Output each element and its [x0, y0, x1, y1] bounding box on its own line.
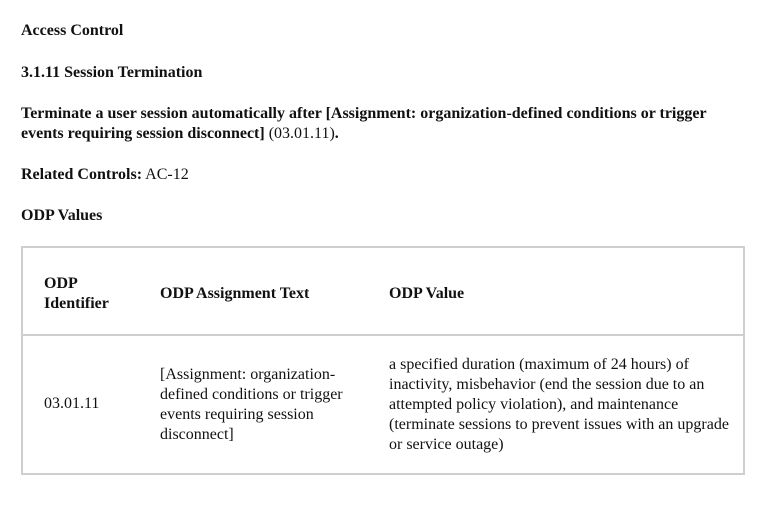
header-odp-assignment-text: ODP Assignment Text [160, 285, 310, 302]
control-statement [21, 104, 745, 144]
table-row [23, 336, 743, 473]
cell-odp-assignment-text: [Assignment: organization-defined conditions or trigger events requiring session disconnect] [160, 366, 343, 443]
section-title: 3.1.11 Session Termination [21, 64, 203, 81]
header-odp-value: ODP Value [389, 285, 465, 302]
cell-odp-identifier: 03.01.11 [44, 395, 100, 412]
statement-reference: (03.01.11) [264, 125, 335, 142]
odp-values-heading: ODP Values [21, 207, 103, 224]
related-controls [21, 165, 189, 185]
statement-end: . [334, 125, 339, 142]
table-header-row [23, 248, 743, 336]
statement-text: Terminate a user session automatically after [Assignment: organization-defined conditions or trigger events requiring session disconnect] [21, 105, 707, 142]
cell-odp-value: a specified duration (maximum of 24 hours) of inactivity, misbehavior (end the session due to an attempted policy violation), and maintenance (terminate sessions to prevent issues with an upgrade or service outage) [389, 356, 729, 453]
family-title: Access Control [21, 22, 124, 39]
odp-table [21, 246, 745, 475]
related-controls-value: AC-12 [142, 166, 189, 183]
header-odp-identifier: ODP Identifier [44, 275, 109, 312]
related-controls-label: Related Controls: [21, 166, 143, 183]
